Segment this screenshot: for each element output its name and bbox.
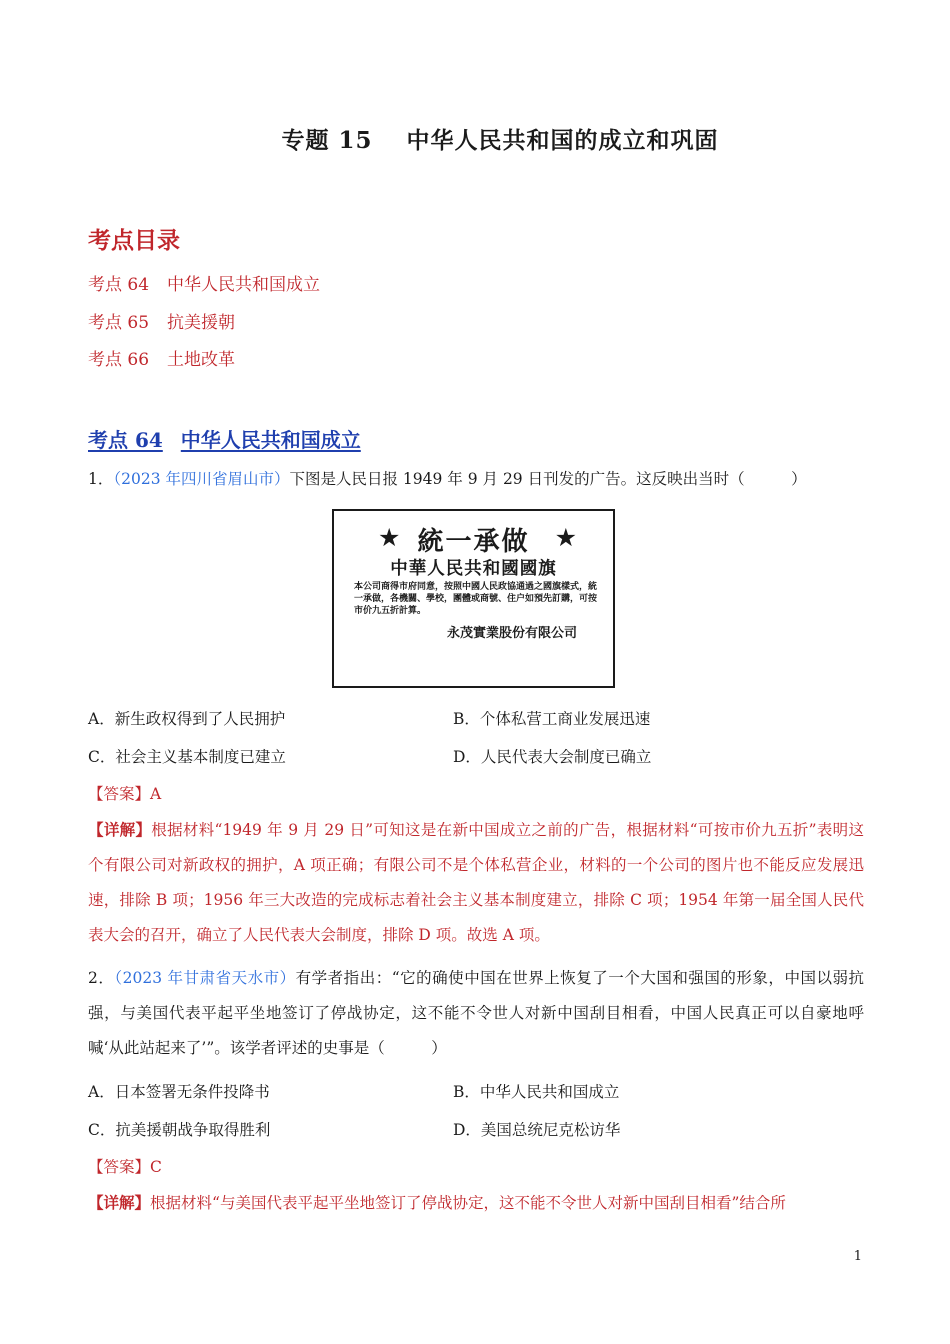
question-number: 1． <box>88 470 114 488</box>
star-icon: ★ <box>378 523 401 552</box>
explanation-text: 根据材料“与美国代表平起平坐地签订了停战协定，这不能不令世人对新中国刮目相看”结合所 <box>150 1194 786 1212</box>
toc-item-number: 考点 66 <box>88 350 150 370</box>
question-text: 有学者指出：“它的确使中国在世界上恢复了一个大国和强国的形象，中国以弱抗强，与美国代表平起平坐地签订了停战协定，这不能不令世人对新中国刮目相看，中国人民真正可以自豪地呼喊‘从此站起来了’”。该学者评述的史事是（ ） <box>88 969 864 1057</box>
page-number: 1 <box>853 1249 862 1264</box>
section-title: 中华人民共和国成立 <box>180 428 361 452</box>
toc-item-label: 土地改革 <box>167 350 236 370</box>
toc-item-64[interactable] <box>88 270 320 295</box>
section-heading[interactable] <box>88 424 361 453</box>
option-a[interactable]: A．新生政权得到了人民拥护 <box>88 710 286 728</box>
option-d[interactable]: D．美国总统尼克松访华 <box>453 1121 621 1139</box>
option-d[interactable]: D．人民代表大会制度已确立 <box>453 748 652 766</box>
ad-title: 統一承做 <box>417 527 530 557</box>
explanation-label: 【详解】 <box>88 1193 151 1212</box>
ad-company: 永茂實業股份有限公司 <box>446 626 577 641</box>
toc-item-label: 中华人民共和国成立 <box>167 275 321 295</box>
toc-item-label: 抗美援朝 <box>167 313 236 333</box>
toc-item-number: 考点 65 <box>88 313 150 333</box>
question-number: 2． <box>88 969 115 987</box>
explanation-label: 【详解】 <box>88 820 152 839</box>
option-a[interactable]: A．日本签署无条件投降书 <box>88 1083 270 1101</box>
answer-label: 【答案】A <box>88 785 162 803</box>
ad-body-text: 本公司商得市府同意，按照中國人民政協通過之國旗樣式，統一承做，各機關、學校，團體或商號、住户如預先訂購，可按市价九五折計算。 <box>354 582 598 616</box>
option-c[interactable]: C．抗美援朝战争取得胜利 <box>88 1121 271 1139</box>
section-number: 考点 64 <box>88 428 163 452</box>
ad-subtitle: 中華人民共和國國旗 <box>390 559 557 579</box>
question-source: （2023 年甘肃省天水市） <box>114 969 296 987</box>
option-b[interactable]: B．个体私营工商业发展迅速 <box>453 710 651 728</box>
toc-heading: 考点目录 <box>88 227 180 254</box>
explanation <box>88 812 864 953</box>
option-b[interactable]: B．中华人民共和国成立 <box>453 1083 620 1101</box>
newspaper-ad-image <box>332 509 615 688</box>
toc-item-65[interactable] <box>88 308 235 333</box>
star-icon: ★ <box>554 523 577 552</box>
toc-item-number: 考点 64 <box>88 275 150 295</box>
title-number: 专题 15 <box>281 127 373 154</box>
question-text: 下图是人民日报 1949 年 9 月 29 日刊发的广告。这反映出当时（ ） <box>289 470 807 488</box>
question-1-stem <box>88 462 864 497</box>
question-2-stem <box>88 961 864 1066</box>
toc-item-66[interactable] <box>88 345 235 370</box>
answer-label: 【答案】C <box>88 1158 162 1176</box>
title-text: 中华人民共和国的成立和巩固 <box>406 127 719 154</box>
question-source: （2023 年四川省眉山市） <box>113 470 290 488</box>
page-title <box>0 122 950 155</box>
option-c[interactable]: C．社会主义基本制度已建立 <box>88 748 286 766</box>
explanation <box>88 1185 864 1221</box>
explanation-text: 根据材料“1949 年 9 月 29 日”可知这是在新中国成立之前的广告，根据材料“可按市价九五折”表明这个有限公司对新政权的拥护，A 项正确；有限公司不是个体私营企业，材料的一个公司的图片也不能反应发展迅速，排除 B 项；1956 年三大改造的完成标志着社会主义基本制度建立，排除 C 项；1954 年第一届全国人民代表大会的召开，确立了人民代表大会制度，排除 D 项。故选 A 项。 <box>88 821 864 944</box>
